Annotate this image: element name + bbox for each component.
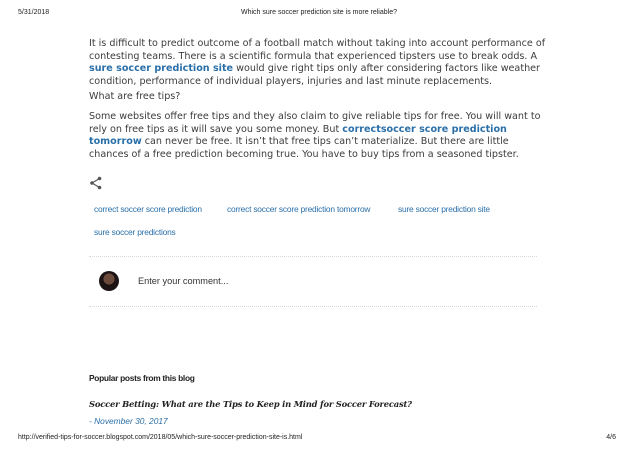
p1-text-a: It is difficult to predict outcome of a football match without taking into account performance of contesting teams. There is a scientific formula that experienced tipsters use to break odds. A [89,38,546,62]
popular-post-title[interactable]: Soccer Betting: What are the Tips to Keep in Mind for Soccer Forecast? [89,399,412,409]
article-paragraph-1 [89,38,551,88]
label-sure-soccer-prediction-site[interactable]: sure soccer prediction site [398,204,490,214]
label-sure-soccer-predictions[interactable]: sure soccer predictions [94,227,176,237]
print-title: Which sure soccer prediction site is more reliable? [240,9,397,16]
sure-soccer-prediction-site-link[interactable]: sure soccer prediction site [89,63,234,75]
share-icon[interactable] [89,176,103,190]
divider-top [89,256,537,257]
article-paragraph-2 [89,111,551,161]
print-date: 5/31/2018 [18,9,50,16]
correct-score-prediction-link[interactable]: correctsoccer score prediction tomorrow [89,123,507,148]
avatar [99,271,119,291]
print-page-number: 4/6 [606,434,616,441]
label-correct-soccer-score-prediction-tomorrow[interactable]: correct soccer score prediction tomorrow [227,204,371,214]
divider-bottom [89,306,537,307]
article-question: What are free tips? [89,91,181,102]
label-correct-soccer-score-prediction[interactable]: correct soccer score prediction [94,204,202,214]
print-footer [0,434,638,446]
p2-text-a: Some websites offer free tips and they also claim to give reliable tips for free. You will want to rely on free tips as it will save you some money. But [89,111,541,135]
print-header [0,9,638,21]
popular-post-date: - November 30, 2017 [89,416,168,426]
popular-posts-heading: Popular posts from this blog [89,373,195,383]
comment-input[interactable]: Enter your comment... [138,276,229,286]
print-url: http://verified-tips-for-soccer.blogspot.com/2018/05/which-sure-soccer-prediction-site-is.html [18,434,303,441]
p1-text-b: would give right tips only after considering factors like weather condition, performance of individual players, injuries and last minute replacements. [89,63,541,87]
p2-text-b: can never be free. It isn’t that free tips can’t materialize. But there are little chances of a free prediction becoming true. You have to buy tips from a seasoned tipster. [89,136,519,160]
